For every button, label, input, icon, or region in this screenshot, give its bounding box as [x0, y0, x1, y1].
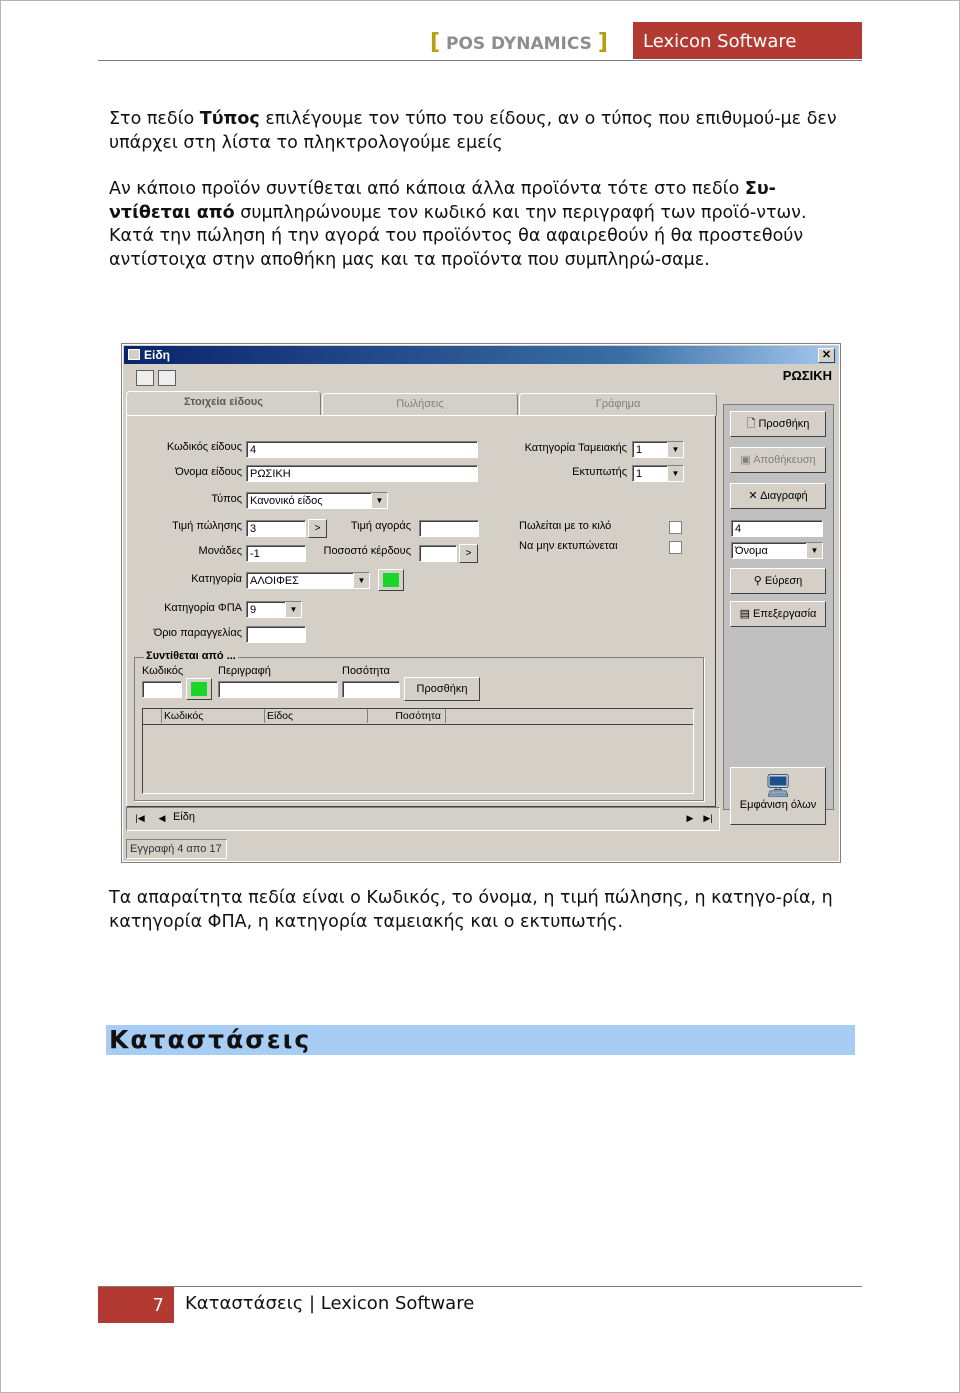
computer-icon: 🖥	[764, 773, 792, 798]
label-units: Μονάδες	[198, 545, 242, 557]
add-button[interactable]	[730, 411, 826, 437]
group-code-input[interactable]	[142, 681, 182, 698]
last-record-icon[interactable]: ▶|	[703, 813, 713, 823]
footer-rule	[98, 1286, 862, 1287]
new-document-icon: 🗋	[746, 418, 759, 430]
label-cash-category: Κατηγορία Ταμειακής	[524, 442, 627, 454]
category-search-button[interactable]	[378, 569, 404, 591]
binoculars-icon: ⚲	[753, 575, 765, 587]
edit-label: Επεξεργασία	[753, 608, 817, 620]
show-all-label: Εμφάνιση όλων	[739, 799, 817, 811]
edit-form-icon: ▤	[739, 608, 754, 620]
items-window	[121, 343, 841, 863]
save-button[interactable]	[730, 447, 826, 473]
chevron-down-icon[interactable]: ▼	[667, 442, 683, 457]
floppy-icon: ▣	[740, 454, 754, 466]
next-record-icon[interactable]: ▶	[686, 813, 694, 823]
label-profit-pct: Ποσοστό κέρδους	[323, 545, 411, 557]
grid-col-item[interactable]: Είδος	[265, 709, 368, 723]
chevron-down-icon[interactable]: ▼	[353, 573, 369, 588]
name-input[interactable]: ΡΩΣΙΚΗ	[246, 465, 478, 482]
label-sold-by-kilo: Πωλείται με το κιλό	[519, 520, 612, 532]
grid-header	[143, 709, 693, 725]
label-printer: Εκτυπωτής	[572, 466, 627, 478]
delete-button[interactable]	[730, 483, 826, 509]
page-number: 7	[98, 1287, 174, 1323]
printer-icon[interactable]	[136, 370, 154, 386]
printer-value: 1	[636, 468, 643, 480]
grid-col-qty[interactable]: Ποσότητα	[369, 709, 446, 723]
grid-view-icon[interactable]	[158, 370, 176, 386]
paragraph-type-field	[109, 108, 849, 155]
add-label: Προσθήκη	[758, 418, 810, 430]
navigator-label: Είδη	[173, 811, 196, 823]
composed-of-grid	[142, 708, 694, 794]
close-button[interactable]: ✕	[818, 348, 835, 363]
cash-category-select[interactable]	[632, 441, 684, 458]
edit-button[interactable]	[730, 601, 826, 627]
tab-strip	[126, 393, 718, 415]
search-icon	[383, 573, 399, 587]
paragraph-composed-of	[109, 178, 849, 272]
header-brand	[430, 28, 608, 58]
search-field-value: Όνομα	[735, 545, 768, 557]
label-group-description: Περιγραφή	[218, 665, 271, 677]
code-input[interactable]: 4	[246, 441, 478, 458]
composed-of-title: Συντίθεται από ...	[146, 650, 236, 662]
record-navigator	[126, 807, 720, 831]
sale-price-input[interactable]: 3	[246, 520, 306, 537]
sale-price-arrow-button[interactable]: >	[308, 519, 327, 538]
label-name: Όνομα είδους	[175, 466, 242, 478]
delete-label: Διαγραφή	[760, 490, 808, 502]
window-titlebar	[124, 346, 838, 364]
vat-category-value: 9	[250, 604, 257, 616]
grid-col-code[interactable]: Κωδικός	[162, 709, 265, 723]
group-add-button[interactable]: Προσθήκη	[404, 677, 480, 701]
save-label: Αποθήκευση	[753, 454, 816, 466]
vat-category-select[interactable]	[246, 601, 302, 618]
p1-text-a: Στο πεδίο	[109, 109, 200, 129]
header-company: Lexicon Software	[633, 22, 862, 59]
label-code: Κωδικός είδους	[166, 441, 242, 453]
printer-select[interactable]	[632, 465, 684, 482]
first-record-icon[interactable]: |◀	[135, 813, 145, 823]
label-category: Κατηγορία	[191, 573, 242, 585]
tab-item-details[interactable]: Στοιχεία είδους	[126, 391, 321, 416]
search-field-select[interactable]	[731, 542, 823, 559]
type-value: Κανονικό είδος	[250, 495, 323, 507]
close-icon: ✕	[748, 490, 761, 502]
label-not-printed: Να μην εκτυπώνεται	[519, 540, 618, 552]
brand-name: POS DYNAMICS	[445, 34, 592, 54]
label-type: Τύπος	[211, 493, 242, 505]
header-rule	[98, 60, 862, 61]
p1-text-c: επιλέγουμε τον τύπο του είδους, αν ο τύπος που επιθυμού-με δεν υπάρχει στη λίστα το πληκτρολογούμε εμείς	[109, 109, 837, 153]
group-quantity-input[interactable]	[342, 681, 400, 698]
order-limit-input[interactable]	[246, 626, 306, 643]
section-heading: Καταστάσεις	[106, 1025, 855, 1055]
tab-sales[interactable]: Πωλήσεις	[322, 393, 518, 416]
profit-pct-input[interactable]	[419, 545, 457, 562]
status-record-count: Εγγραφή 4 απο 17	[126, 839, 227, 859]
chevron-down-icon[interactable]: ▼	[667, 466, 683, 481]
chevron-down-icon[interactable]: ▼	[371, 493, 387, 508]
profit-pct-arrow-button[interactable]: >	[459, 544, 478, 563]
group-search-button[interactable]	[186, 678, 212, 700]
footer-text: Καταστάσεις | Lexicon Software	[185, 1293, 475, 1314]
chevron-down-icon[interactable]: ▼	[285, 602, 301, 617]
record-name: ΡΩΣΙΚΗ	[782, 368, 832, 383]
paragraph-required-fields: Τα απαραίτητα πεδία είναι ο Κωδικός, το όνομα, η τιμή πώλησης, η κατηγο-ρία, η κατηγορία ΦΠΑ, η κατηγορία ταμειακής και ο εκτυπωτής.	[109, 888, 833, 932]
label-order-limit: Όριο παραγγελίας	[153, 627, 242, 639]
cash-category-value: 1	[636, 444, 643, 456]
tab-chart[interactable]: Γράφημα	[519, 393, 717, 416]
sold-by-kilo-checkbox[interactable]	[669, 521, 682, 534]
category-select[interactable]	[246, 572, 370, 589]
grid-selector-col	[143, 709, 162, 723]
find-label: Εύρεση	[764, 575, 803, 587]
p1-bold: Τύπος	[199, 109, 260, 129]
category-value: ΑΛΟΙΦΕΣ	[250, 575, 299, 587]
p2-text-a: Αν κάποιο προϊόν συντίθεται από κάποια άλλα προϊόντα τότε στο πεδίο	[109, 179, 745, 199]
units-input[interactable]: -1	[246, 545, 306, 562]
bracket-close: ]	[597, 30, 608, 55]
chevron-down-icon[interactable]: ▼	[806, 543, 822, 558]
label-group-quantity: Ποσότητα	[342, 665, 390, 677]
window-icon	[128, 349, 140, 360]
p2-text-c: συμπληρώνουμε τον κωδικό και την περιγραφή των προϊό-ντων. Κατά την πώληση ή την αγορά του προϊόντος θα αφαιρεθούν ή θα προστεθούν αντίστοιχα στην αποθήκη μας και τα προϊόντα που συμπληρώ-σαμε.	[109, 202, 807, 270]
window-title: Είδη	[144, 348, 170, 362]
show-all-button[interactable]	[730, 767, 826, 825]
prev-record-icon[interactable]: ◀	[158, 813, 166, 823]
type-select[interactable]	[246, 492, 388, 509]
group-description-input[interactable]	[218, 681, 338, 698]
label-vat-category: Κατηγορία ΦΠΑ	[164, 602, 242, 614]
label-purchase-price: Τιμή αγοράς	[350, 520, 411, 532]
search-value-input[interactable]: 4	[731, 520, 823, 537]
p2-bold: Συ-ντίθεται από	[109, 179, 776, 223]
label-sale-price: Τιμή πώλησης	[172, 520, 242, 532]
find-button[interactable]	[730, 568, 826, 594]
search-icon	[191, 682, 207, 696]
bracket-open: [	[430, 30, 441, 55]
label-group-code: Κωδικός	[142, 665, 184, 677]
not-printed-checkbox[interactable]	[669, 541, 682, 554]
purchase-price-input[interactable]	[419, 520, 479, 537]
